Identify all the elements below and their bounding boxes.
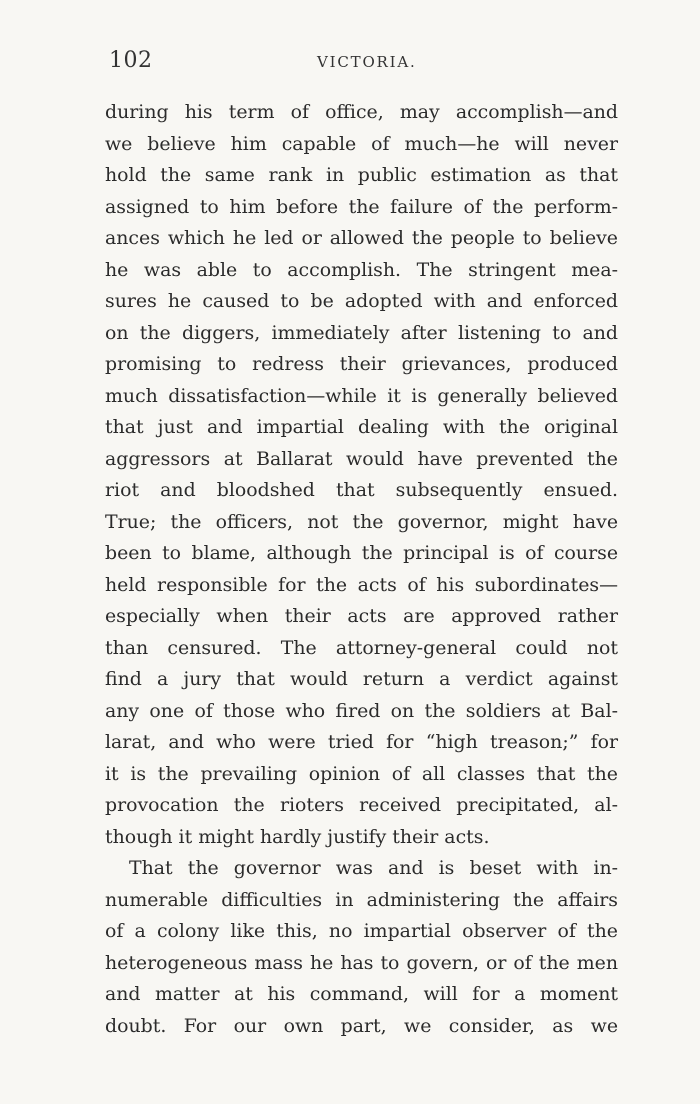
text-line: much dissatisfaction—while it is generally believed xyxy=(105,384,618,407)
text-line: especially when their acts are approved rather xyxy=(105,605,618,627)
text-line: of a colony like this, no impartial observer of the xyxy=(105,920,618,942)
text-line: during his term of office, may accomplish—and xyxy=(105,101,618,123)
text-line: we believe him capable of much—he will never xyxy=(105,132,618,155)
text-line: that just and impartial dealing with the original xyxy=(105,416,618,438)
text-line: riot and bloodshed that subsequently ensued. xyxy=(105,479,618,501)
text-line: and matter at his command, will for a moment xyxy=(105,983,618,1005)
running-head: VICTORIA. xyxy=(317,53,417,71)
text-line: any one of those who fired on the soldiers at Bal- xyxy=(105,699,618,722)
text-line: larat, and who were tried for “high treason;” for xyxy=(105,731,618,753)
text-line: heterogeneous mass he has to govern, or of the men xyxy=(105,951,618,974)
text-line: sures he caused to be adopted with and enforced xyxy=(105,290,618,312)
text-line: aggressors at Ballarat would have prevented the xyxy=(105,447,618,470)
text-line: That the governor was and is beset with in- xyxy=(129,857,618,879)
body-text xyxy=(105,97,618,1042)
text-line: on the diggers, immediately after listening to and xyxy=(105,321,618,344)
text-line: held responsible for the acts of his subordinates— xyxy=(105,573,618,596)
text-line: find a jury that would return a verdict against xyxy=(105,668,618,690)
text-line: True; the officers, not the governor, might have xyxy=(105,510,618,533)
text-line: provocation the rioters received precipitated, al- xyxy=(105,794,618,816)
text-line: doubt. For our own part, we consider, as we xyxy=(105,1014,618,1037)
page-number: 102 xyxy=(109,48,153,73)
text-line: it is the prevailing opinion of all classes that the xyxy=(105,762,618,785)
text-line: hold the same rank in public estimation as that xyxy=(105,164,618,186)
text-line: than censured. The attorney-general could not xyxy=(105,636,618,659)
text-line: though it might hardly justify their acts. xyxy=(105,825,490,848)
text-line: numerable difficulties in administering the affairs xyxy=(105,888,618,911)
text-line: ances which he led or allowed the people to believe xyxy=(105,227,618,249)
text-line: assigned to him before the failure of the perform- xyxy=(105,195,618,218)
text-line: been to blame, although the principal is of course xyxy=(105,542,618,564)
text-line: promising to redress their grievances, produced xyxy=(105,353,618,375)
text-line: he was able to accomplish. The stringent mea- xyxy=(105,258,618,281)
